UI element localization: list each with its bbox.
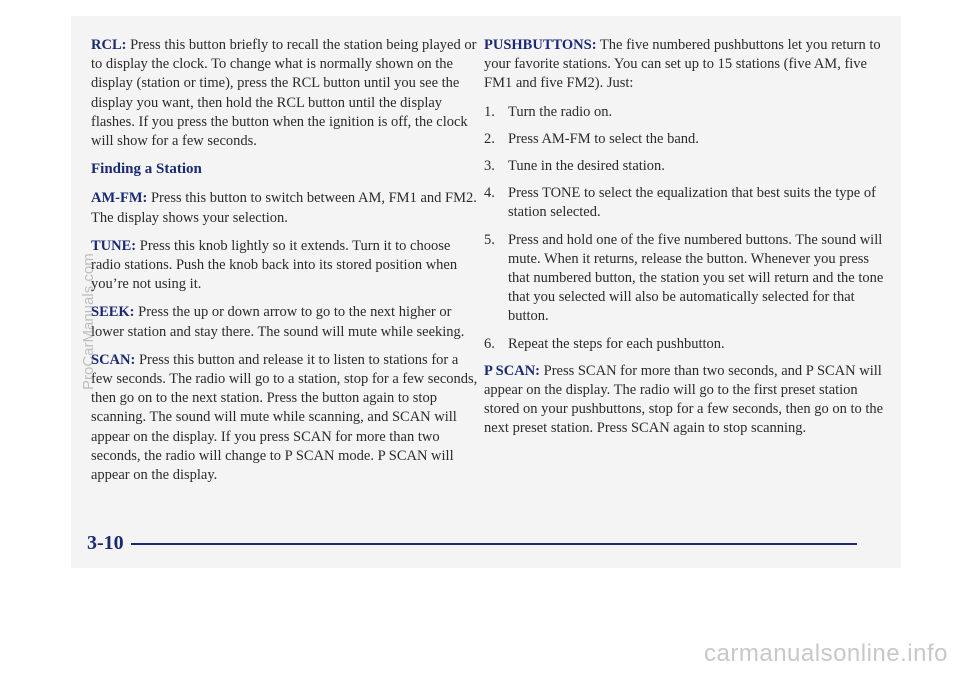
step-number: 3. [484, 158, 495, 175]
step-text: Press TONE to select the equalization that best suits the type of station selected. [508, 185, 876, 221]
step-text: Repeat the steps for each pushbutton. [508, 335, 725, 352]
steps-list [484, 103, 884, 354]
pscan-term: P SCAN: [484, 362, 540, 379]
list-item [484, 157, 884, 176]
scan-paragraph [91, 351, 481, 485]
rcl-term: RCL: [91, 37, 127, 53]
tune-term: TUNE: [91, 237, 137, 254]
footer-rule [131, 543, 857, 545]
step-text: Turn the radio on. [508, 103, 613, 120]
scan-text: Press this button and release it to listen to stations for a few seconds. The radio will go to a station, stop for a few seconds, then go on to the next station. Press the button again to stop scanning. The sound will mute while scanning, and SCAN will appear on the display. If you press SCAN for more than two seconds, the radio will change to P SCAN mode. P SCAN will appear on the display. [91, 351, 478, 484]
page-number: 3-10 [87, 532, 124, 554]
tune-text: Press this knob lightly so it extends. Turn it to choose radio stations. Push the knob back into its stored position when you’re not using it. [91, 237, 458, 293]
step-text: Press and hold one of the five numbered buttons. The sound will mute. When it returns, release the button. Whenever you press that numbered button, the station you set will return and the tone that you selected will also be automatically selected for that button. [508, 231, 884, 325]
section-heading: Finding a Station [91, 161, 202, 178]
page-footer [87, 530, 855, 556]
seek-term: SEEK: [91, 304, 135, 321]
pscan-text: Press SCAN for more than two seconds, and P SCAN will appear on the display. The radio will go to the first preset station stored on your pushbuttons, stop for a few seconds, then go on to the next preset station. Press SCAN again to stop scanning. [484, 362, 884, 437]
pushbuttons-term: PUSHBUTTONS: [484, 37, 597, 53]
right-column [484, 36, 884, 448]
pscan-paragraph [484, 362, 884, 439]
manual-page [71, 16, 901, 568]
step-number: 2. [484, 130, 495, 147]
amfm-paragraph [91, 189, 481, 227]
list-item [484, 103, 884, 122]
side-watermark: ProCarManuals.com [80, 253, 97, 390]
step-number: 1. [484, 103, 495, 120]
list-item [484, 130, 884, 149]
list-item [484, 335, 884, 354]
bottom-watermark: carmanualsonline.info [704, 640, 948, 667]
list-item [484, 231, 884, 327]
amfm-text: Press this button to switch between AM, FM1 and FM2. The display shows your selection. [91, 190, 477, 226]
amfm-term: AM-FM: [91, 190, 148, 207]
pushbuttons-text: The five numbered pushbuttons let you return to your favorite stations. You can set up to 15 stations (five AM, five FM1 and five FM2). Just: [484, 37, 881, 92]
step-number: 6. [484, 335, 495, 352]
step-number: 5. [484, 231, 495, 248]
rcl-text: Press this button briefly to recall the station being played or to display the clock. To change what is normally shown on the display (station or time), press the RCL button until you see the display you want, then hold the RCL button until the display flashes. If you press the button when the ignition is off, the clock will show for a few seconds. [91, 37, 477, 150]
step-text: Press AM-FM to select the band. [508, 130, 699, 147]
left-column [91, 36, 481, 494]
step-number: 4. [484, 185, 495, 202]
step-text: Tune in the desired station. [508, 158, 665, 175]
seek-paragraph [91, 303, 481, 341]
list-item [484, 184, 884, 222]
scan-term: SCAN: [91, 351, 136, 368]
rcl-paragraph [91, 36, 481, 151]
tune-paragraph [91, 237, 481, 295]
seek-text: Press the up or down arrow to go to the next higher or lower station and stay there. The sound will mute while seeking. [91, 304, 465, 340]
pushbuttons-paragraph [484, 36, 884, 94]
